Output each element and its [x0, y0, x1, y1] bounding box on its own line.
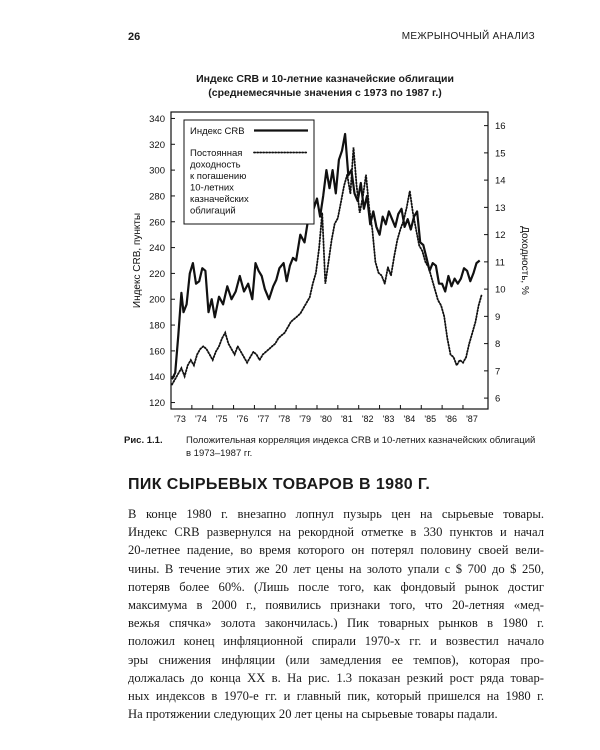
legend-label-yield-line: 10-летних [190, 182, 234, 194]
body-text-line: В конце 1980 г. внезапно лопнул пузырь цен на сырьевые товары. [128, 507, 544, 521]
x-tick-label: '78 [278, 414, 291, 424]
body-text-line: вежья спячка» золота закончилась.) Пик товарных рынков в 1980 г. [128, 616, 544, 631]
x-tick-label: '86 [445, 414, 457, 424]
x-tick-label: '73 [174, 414, 186, 424]
y-left-tick-label: 140 [149, 372, 165, 384]
body-text-line: положил конец инфляционной спирали 1970-х гг. и возвестил начало [128, 634, 544, 649]
y-left-tick-label: 160 [149, 346, 165, 358]
legend-label-yield-line: Постоянная [190, 148, 243, 159]
y-right-axis-label: Доходность, % [519, 226, 530, 295]
y-left-tick-label: 280 [149, 191, 165, 203]
y-right-tick-label: 11 [495, 257, 505, 269]
body-text-line: ных индексов в 1970-е гг. и главный пик, который пришелся на 1980 г. [128, 689, 544, 704]
x-tick-label: '85 [424, 414, 437, 424]
crb-treasury-chart [110, 100, 540, 435]
y-left-tick-label: 180 [149, 320, 165, 332]
y-left-tick-label: 120 [149, 398, 165, 410]
legend-label-yield-line: к погашению [190, 171, 247, 182]
x-tick-label: '81 [340, 414, 353, 424]
running-head: МЕЖРЫНОЧНЫЙ АНАЛИЗ [401, 31, 535, 42]
y-left-tick-label: 260 [149, 217, 165, 229]
body-text-line: должалась до конца XX в. На рис. 1.3 показан резкий рост ряда товар- [128, 670, 544, 685]
y-right-tick-label: 6 [495, 393, 501, 405]
legend-label-yield-line: казначейских [190, 194, 249, 205]
y-right-tick-label: 12 [495, 230, 506, 242]
x-tick-label: '87 [466, 414, 478, 424]
x-tick-label: '75 [215, 414, 228, 424]
body-text-line: эры снижения инфляции (или замедления ее темпов), которая про- [128, 652, 544, 667]
chart-title [130, 72, 520, 100]
x-tick-label: '80 [320, 414, 332, 424]
y-right-tick-label: 10 [495, 284, 506, 296]
body-text-line: 20-летнее падение, во время которого он потерял половину своей вели- [128, 543, 544, 558]
x-tick-label: '83 [382, 414, 395, 424]
y-right-tick-label: 8 [495, 339, 501, 351]
legend-label-yield-line: доходность [190, 159, 241, 171]
y-left-tick-label: 220 [149, 268, 165, 280]
legend-label-yield-line: облигаций [190, 205, 236, 217]
figure-caption-label: Рис. 1.1. [124, 435, 163, 446]
body-text-line: потеряв более 60%. (Лишь после того, как фондовый рынок достиг [128, 579, 544, 594]
chart-container [110, 100, 540, 435]
y-left-tick-label: 340 [149, 113, 165, 125]
x-tick-label: '74 [194, 414, 207, 424]
y-left-tick-label: 300 [149, 165, 165, 177]
body-text-line: максимума в 2000 г., появились признаки того, что 20-летняя «мед- [128, 598, 544, 613]
y-right-tick-label: 13 [495, 202, 506, 214]
figure-caption [124, 434, 544, 460]
y-right-tick-label: 14 [495, 175, 506, 187]
x-tick-label: '84 [403, 414, 416, 424]
y-right-tick-label: 9 [495, 311, 501, 323]
chart-title-line2: (среднемесячные значения с 1973 по 1987 г.) [208, 87, 442, 99]
x-tick-label: '79 [299, 414, 311, 424]
chart-title-line1: Индекс CRB и 10-летние казначейские облигации [196, 73, 454, 85]
section-body [128, 505, 544, 723]
y-right-tick-label: 16 [495, 121, 506, 133]
body-text-line: Индекс CRB развернулся на рекордной отметке в 330 пунктов и начал [128, 525, 544, 540]
x-tick-label: '82 [361, 414, 374, 424]
y-right-tick-label: 7 [495, 366, 501, 378]
y-left-tick-label: 200 [149, 294, 165, 306]
legend-label-crb: Индекс CRB [190, 126, 245, 137]
y-left-axis-label: Индекс CRB, пункты [132, 212, 143, 309]
x-tick-label: '76 [236, 414, 249, 424]
section-heading: ПИК СЫРЬЕВЫХ ТОВАРОВ В 1980 Г. [128, 476, 431, 493]
x-tick-label: '77 [257, 414, 270, 424]
figure-caption-line1: Положительная корреляция индекса CRB и 10-летних казначейских облигаций [186, 435, 536, 446]
body-text-line: чины. В течение этих же 20 лет цены на золото упали с $ 700 до $ 250, [128, 561, 544, 576]
y-left-tick-label: 320 [149, 139, 165, 151]
y-right-tick-label: 15 [495, 148, 506, 160]
y-left-tick-label: 240 [149, 243, 165, 255]
figure-caption-line2: в 1973–1987 гг. [186, 448, 253, 459]
body-text-line: На протяжении следующих 20 лет цены на сырьевые товары падали. [128, 707, 498, 722]
page-number: 26 [128, 31, 141, 43]
